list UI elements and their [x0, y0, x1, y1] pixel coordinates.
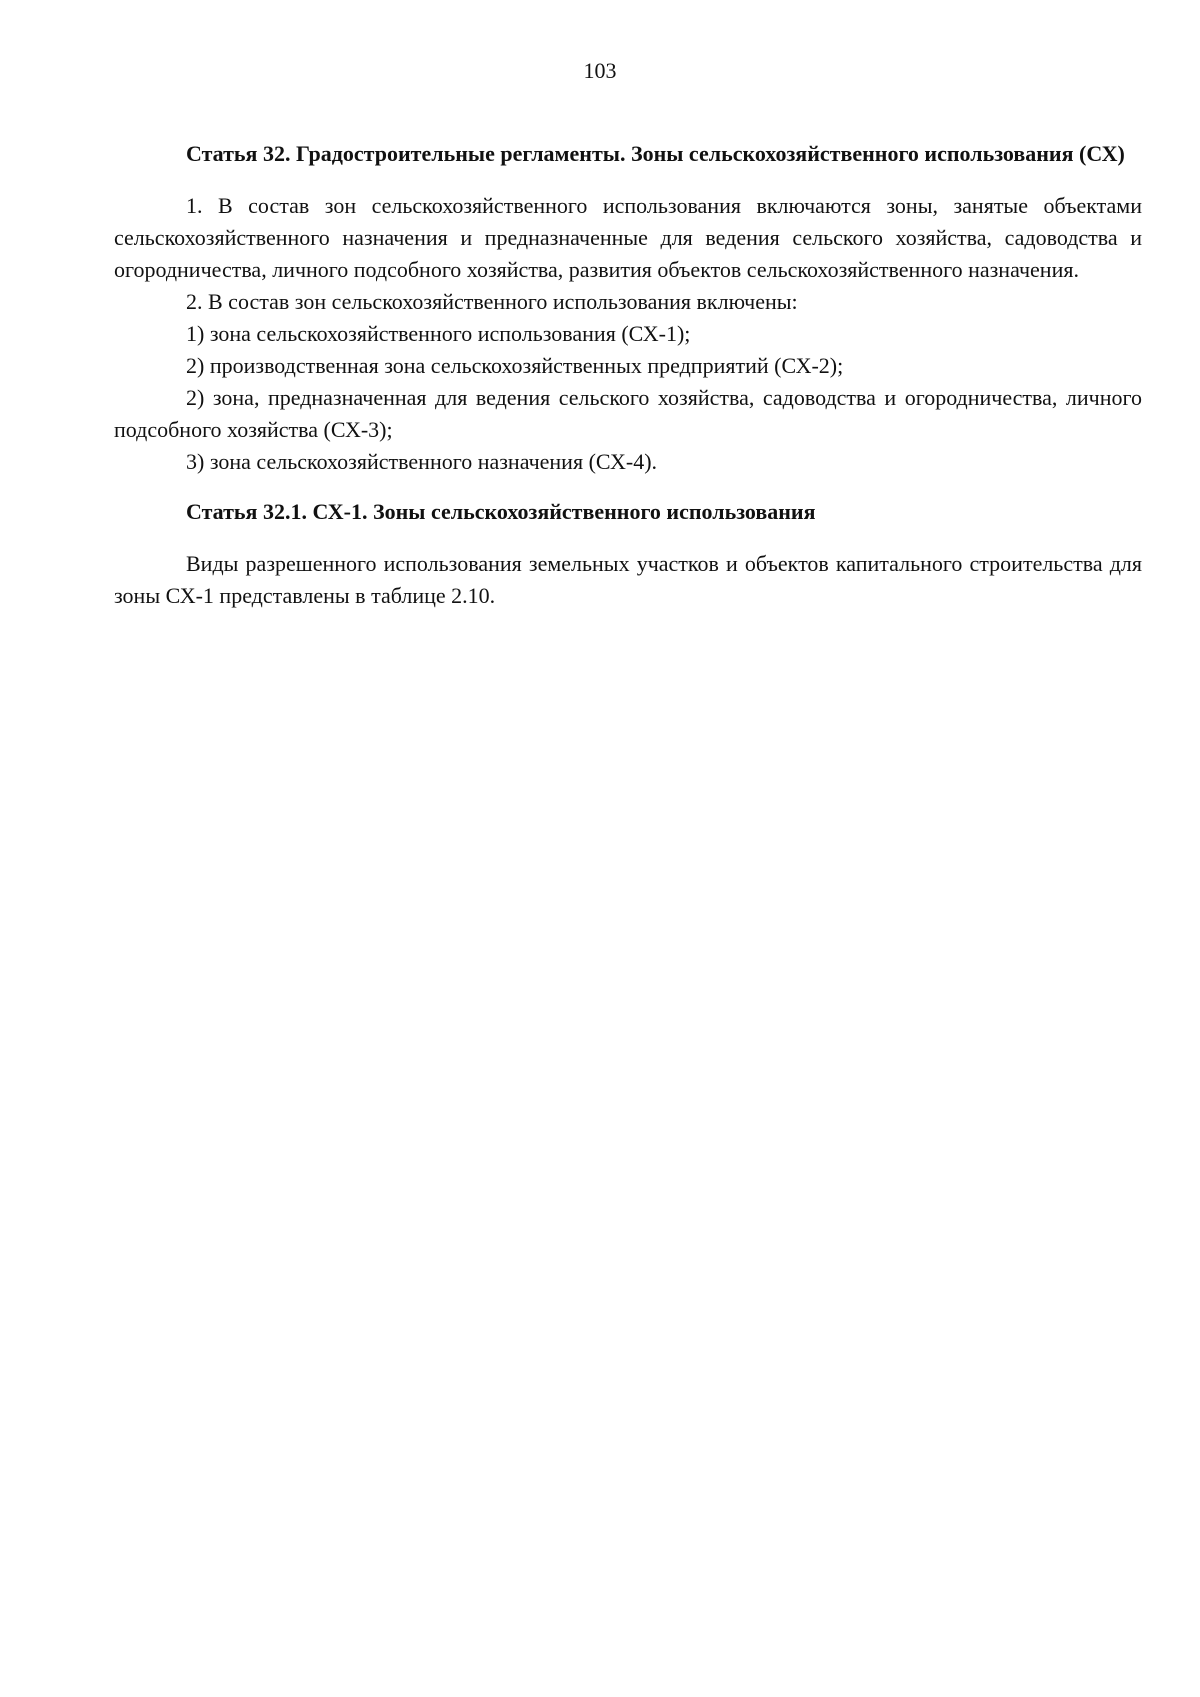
document-content: [114, 138, 1142, 612]
article-32-1-paragraph-1: Виды разрешенного использования земельных участков и объектов капитального строительства для зоны СХ-1 представлены в таблице 2.10.: [114, 551, 1142, 608]
article-32-list-item-3: 2) зона, предназначенная для ведения сельского хозяйства, садоводства и огородничества, личного подсобного хозяйства (СХ-3);: [114, 385, 1142, 442]
article-32-list-item-4: 3) зона сельскохозяйственного назначения (СХ-4).: [186, 449, 658, 474]
article-32-1-body: [114, 548, 1142, 612]
article-32-heading: Статья 32. Градостроительные регламенты. Зоны сельскохозяйственного использования (СХ): [186, 141, 1125, 166]
article-32-list-item-1: 1) зона сельскохозяйственного использования (СХ-1);: [186, 321, 691, 346]
article-32-body: [114, 190, 1142, 478]
article-32-list-item-2: 2) производственная зона сельскохозяйственных предприятий (СХ-2);: [186, 353, 844, 378]
article-32-1-heading: Статья 32.1. СХ-1. Зоны сельскохозяйственного использования: [186, 499, 816, 524]
article-32-paragraph-1: 1. В состав зон сельскохозяйственного использования включаются зоны, занятые объектами сельскохозяйственного назначения и предназначенные для ведения сельского хозяйства, садоводства и огородничества, личного подсобного хозяйства, развития объектов сельскохозяйственного назначения.: [114, 193, 1142, 282]
article-32-paragraph-2: 2. В состав зон сельскохозяйственного использования включены:: [186, 289, 798, 314]
page-number: 103: [583, 58, 617, 83]
